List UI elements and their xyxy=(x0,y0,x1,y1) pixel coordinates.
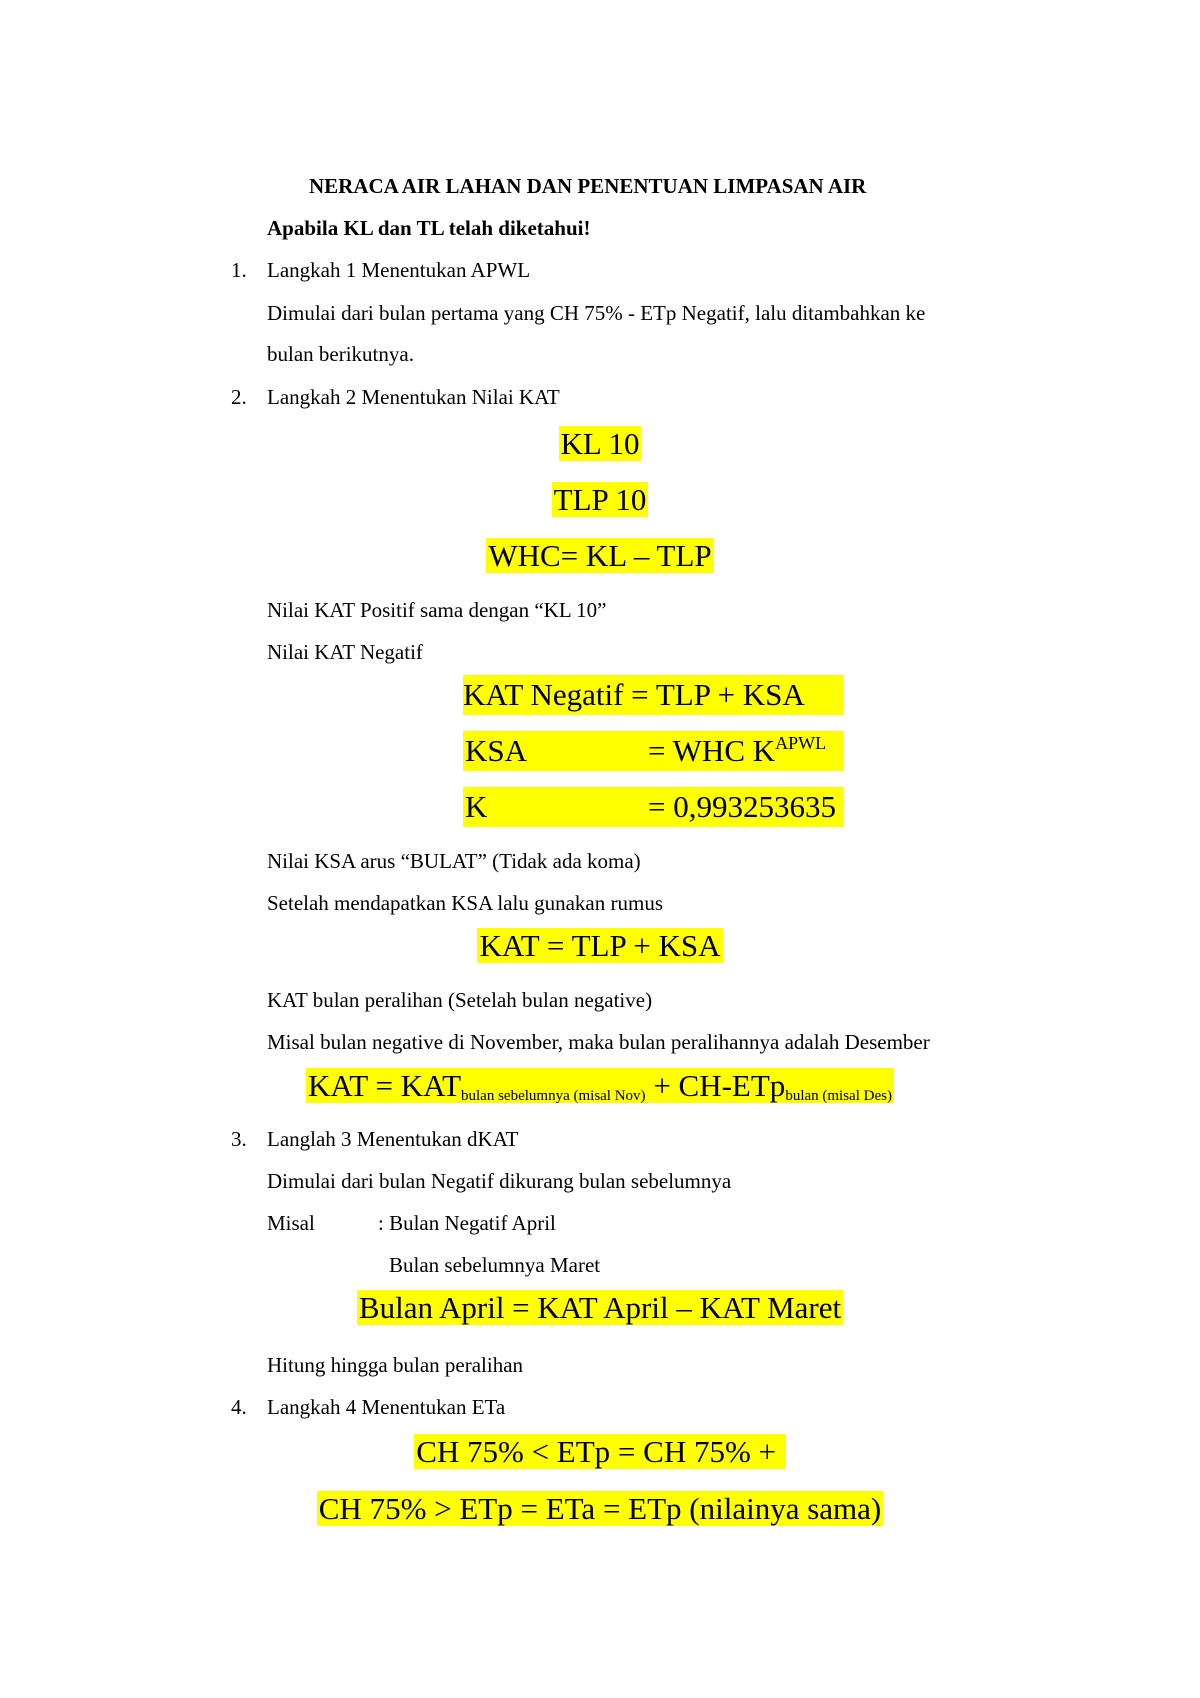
step-1-heading: Langkah 1 Menentukan APWL xyxy=(267,258,531,282)
step-3-heading: Langlah 3 Menentukan dKAT xyxy=(267,1127,519,1151)
formula-kat-transition: KAT = $KAT_{bulan sebelumnya (misal Nov)} + CH-ETp_{bulan (misal Des)}$ xyxy=(308,1068,892,1104)
formula-whc: WHC= KL – TLP xyxy=(488,538,712,573)
formula-kat-negative: KAT Negatif = TLP + KSA xyxy=(463,675,844,715)
ksa-note: Nilai KSA arus “BULAT” (Tidak ada koma) xyxy=(267,849,641,873)
step-4-number: 4. xyxy=(231,1395,247,1419)
formula-kat: KAT = TLP + KSA xyxy=(479,928,721,963)
example-november-text: Misal bulan negative di November, maka bulan peralihannya adalah Desember xyxy=(267,1030,930,1054)
formula-k: K = 0,993253635 xyxy=(463,787,844,827)
kat-negative-label: Nilai KAT Negatif xyxy=(267,640,423,664)
after-ksa-text: Setelah mendapatkan KSA lalu gunakan rumus xyxy=(267,891,663,915)
formula-eta-less: CH 75% < ETp = CH 75% + xyxy=(416,1434,784,1469)
document-title: NERACA AIR LAHAN DAN PENENTUAN LIMPASAN AIR xyxy=(309,174,867,198)
example-negative-month: : Bulan Negatif April xyxy=(378,1211,556,1235)
count-until-transition-text: Hitung hingga bulan peralihan xyxy=(267,1353,524,1377)
step-2-number: 2. xyxy=(231,385,247,409)
step-3-number: 3. xyxy=(231,1127,247,1151)
kat-transition-text: KAT bulan peralihan (Setelah bulan negative) xyxy=(267,988,653,1012)
step-4-heading: Langkah 4 Menentukan ETa xyxy=(267,1395,506,1419)
example-previous-month: Bulan sebelumnya Maret xyxy=(389,1253,601,1277)
step-1-number: 1. xyxy=(231,258,247,282)
step-1-text-line-2: bulan berikutnya. xyxy=(267,342,414,366)
kat-positive-text: Nilai KAT Positif sama dengan “KL 10” xyxy=(267,598,607,622)
step-1-text-line-1: Dimulai dari bulan pertama yang CH 75% - ETp Negatif, lalu ditambahkan ke xyxy=(267,301,926,325)
example-label: Misal xyxy=(267,1211,315,1235)
formula-kl: KL 10 xyxy=(560,426,640,461)
formula-tlp: TLP 10 xyxy=(553,482,647,517)
formula-april: Bulan April = KAT April – KAT Maret xyxy=(358,1290,842,1325)
step-3-text: Dimulai dari bulan Negatif dikurang bulan sebelumnya xyxy=(267,1169,732,1193)
step-2-heading: Langkah 2 Menentukan Nilai KAT xyxy=(267,385,560,409)
formula-eta-greater: CH 75% > ETp = ETa = ETp (nilainya sama) xyxy=(318,1491,882,1526)
formula-ksa: KSA = WHC $K^{APWL}$ xyxy=(463,731,844,771)
subtitle: Apabila KL dan TL telah diketahui! xyxy=(267,216,591,240)
